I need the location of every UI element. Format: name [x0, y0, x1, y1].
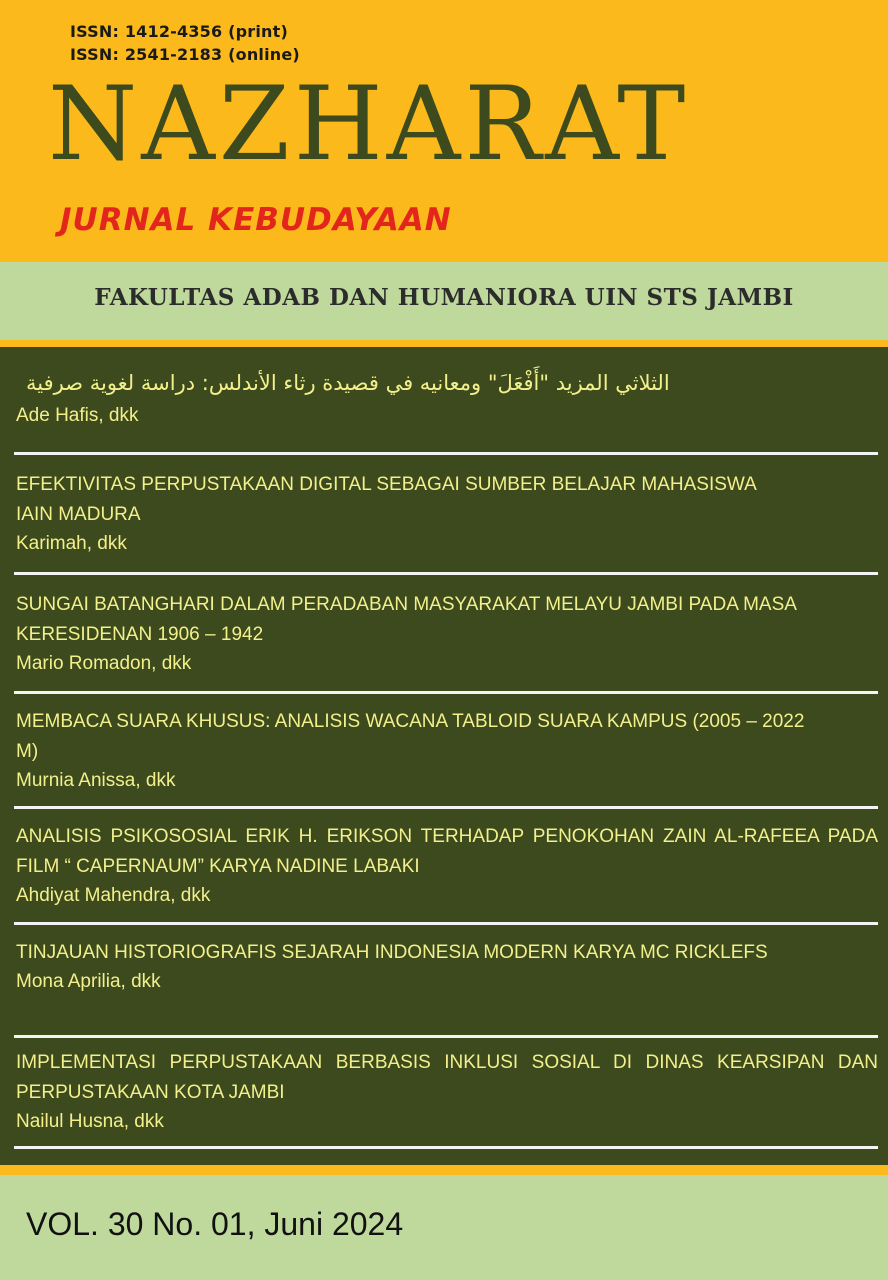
faculty-name: FAKULTAS ADAB DAN HUMANIORA UIN STS JAMBI — [94, 284, 794, 311]
article-title: EFEKTIVITAS PERPUSTAKAAN DIGITAL SEBAGAI SUMBER BELAJAR MAHASISWA IAIN MADURA — [16, 474, 756, 525]
article-5 — [16, 822, 878, 910]
article-title: IMPLEMENTASI PERPUSTAKAAN BERBASIS INKLUSI SOSIAL DI DINAS KEARSIPAN DAN PERPUSTAKAAN KOTA JAMBI — [16, 1052, 878, 1103]
article-title: ANALISIS PSIKOSOSIAL ERIK H. ERIKSON TERHADAP PENOKOHAN ZAIN AL-RAFEEA PADA FILM “ CAPERNAUM” KARYA NADINE LABAKI — [16, 826, 878, 877]
article-separator — [14, 1146, 878, 1149]
article-title: الثلاثي المزيد "أَفْعَلَ" ومعانيه في قصيدة رثاء الأندلس: دراسة لغوية صرفية — [26, 371, 670, 395]
article-separator — [14, 1035, 878, 1038]
article-separator — [14, 572, 878, 575]
article-title: MEMBACA SUARA KHUSUS: ANALISIS WACANA TABLOID SUARA KAMPUS (2005 – 2022 M) — [16, 711, 805, 762]
article-4 — [16, 707, 878, 795]
article-separator — [14, 806, 878, 809]
article-2 — [16, 470, 878, 558]
article-separator — [14, 922, 878, 925]
article-author: Ade Hafis, dkk — [16, 405, 139, 426]
faculty-band — [0, 262, 888, 340]
cover-header — [0, 0, 888, 262]
volume-info: VOL. 30 No. 01, Juni 2024 — [26, 1206, 404, 1242]
article-separator — [14, 691, 878, 694]
article-7 — [16, 1048, 878, 1136]
issn-online: ISSN: 2541-2183 (online) — [70, 45, 300, 64]
article-author: Nailul Husna, dkk — [16, 1111, 164, 1132]
article-author: Mona Aprilia, dkk — [16, 971, 161, 992]
journal-title: NAZHARAT — [48, 65, 690, 184]
divider-bottom — [0, 1165, 888, 1175]
journal-subtitle: JURNAL KEBUDAYAAN — [60, 202, 452, 238]
article-author: Murnia Anissa, dkk — [16, 770, 176, 791]
article-author: Ahdiyat Mahendra, dkk — [16, 885, 211, 906]
article-6 — [16, 938, 878, 996]
article-author: Mario Romadon, dkk — [16, 653, 192, 674]
article-title: SUNGAI BATANGHARI DALAM PERADABAN MASYARAKAT MELAYU JAMBI PADA MASA KERESIDENAN 1906 – 1942 — [16, 594, 796, 645]
article-3 — [16, 590, 878, 678]
article-author: Karimah, dkk — [16, 533, 127, 554]
divider-top — [0, 340, 888, 347]
article-separator — [14, 452, 878, 455]
article-1 — [16, 364, 878, 430]
issn-print: ISSN: 1412-4356 (print) — [70, 22, 289, 41]
article-title: TINJAUAN HISTORIOGRAFIS SEJARAH INDONESIA MODERN KARYA MC RICKLEFS — [16, 942, 768, 963]
